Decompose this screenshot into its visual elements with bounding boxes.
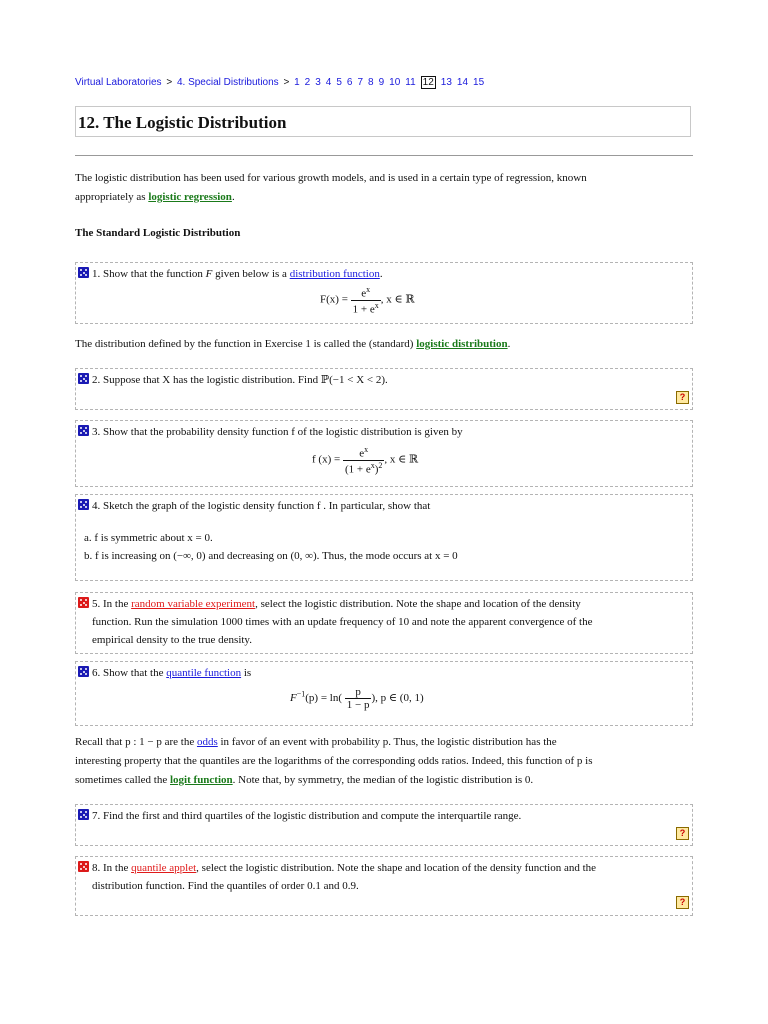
section-heading: The Standard Logistic Distribution bbox=[75, 227, 241, 239]
exercise-2-text bbox=[78, 371, 678, 389]
exercise-text: 1. Show that the function bbox=[92, 268, 206, 280]
exercise-2 bbox=[75, 368, 693, 410]
numerator: e bbox=[359, 447, 365, 460]
math-var: F bbox=[205, 268, 213, 280]
exercise-8 bbox=[75, 856, 693, 916]
breadcrumb bbox=[75, 77, 489, 88]
page-link-7[interactable]: 7 bbox=[357, 77, 364, 88]
fraction: $\frac{e^x}{(1 + e^x)^2}$ bbox=[344, 445, 383, 476]
dice-icon bbox=[78, 597, 89, 608]
logistic-distribution-link[interactable]: logistic distribution bbox=[416, 338, 508, 350]
breadcrumb-special-distributions[interactable]: 4. Special Distributions bbox=[176, 77, 279, 88]
dice-icon bbox=[78, 809, 89, 820]
exercise-text: , select the logistic distribution. Note the shape and location of the density function and the bbox=[196, 862, 597, 874]
show-answer-button[interactable]: ? bbox=[676, 391, 689, 404]
exercise-text: is bbox=[241, 667, 252, 679]
formula-rhs: ), p ∈ (0, 1) bbox=[371, 692, 424, 705]
exercise-7-text bbox=[78, 807, 678, 825]
show-answer-button[interactable]: ? bbox=[676, 827, 689, 840]
exercise-6 bbox=[75, 661, 693, 726]
page-link-4[interactable]: 4 bbox=[325, 77, 332, 88]
formula-rhs: , x ∈ ℝ bbox=[380, 293, 415, 306]
page-link-10[interactable]: 10 bbox=[389, 77, 401, 88]
page-title: 12. The Logistic Distribution bbox=[78, 113, 287, 132]
formula-F bbox=[320, 285, 415, 315]
exercise-text: . bbox=[379, 268, 383, 280]
logistic-regression-link[interactable]: logistic regression bbox=[148, 191, 232, 203]
dice-icon bbox=[78, 666, 89, 677]
exercise-text: 8. In the bbox=[92, 862, 132, 874]
title-box bbox=[75, 106, 691, 137]
paragraph-text: . Note that, by symmetry, the median of the logistic distribution is 0. bbox=[232, 774, 534, 786]
exercise-text: 4. Sketch the graph of the logistic density function f . In particular, show that bbox=[92, 500, 431, 512]
exercise-text: 6. Show that the bbox=[92, 667, 167, 679]
paragraph bbox=[75, 733, 685, 790]
intro-text: . bbox=[231, 191, 235, 203]
paragraph-text: . bbox=[507, 338, 511, 350]
fraction: $\frac{e^x}{1 + e^x}$ bbox=[352, 285, 379, 316]
page-link-2[interactable]: 2 bbox=[304, 77, 311, 88]
distribution-function-link[interactable]: distribution function bbox=[289, 268, 380, 280]
page-links bbox=[294, 77, 489, 88]
show-answer-button[interactable]: ? bbox=[676, 896, 689, 909]
exercise-5 bbox=[75, 592, 693, 654]
exercise-1 bbox=[75, 262, 693, 324]
intro-text: The logistic distribution has been used for various growth models, and is used in a certain type of regression, known bbox=[75, 172, 587, 184]
intro-text: appropriately as bbox=[75, 191, 149, 203]
paragraph-text: The distribution defined by the function in Exercise 1 is called the (standard) bbox=[75, 338, 417, 350]
page-link-15[interactable]: 15 bbox=[473, 77, 485, 88]
list-item: a. f is symmetric about x = 0. bbox=[84, 532, 213, 544]
exercise-text: empirical density to the true density. bbox=[92, 634, 252, 646]
exercise-text: function. Run the simulation 1000 times with an update frequency of 10 and note the apparent convergence of the bbox=[92, 616, 593, 628]
exercise-text: 3. Show that the probability density function f of the logistic distribution is given by bbox=[92, 426, 463, 438]
random-variable-experiment-link[interactable]: random variable experiment bbox=[131, 598, 256, 610]
paragraph bbox=[75, 335, 685, 354]
exercise-3-text bbox=[78, 423, 678, 441]
exercise-3 bbox=[75, 420, 693, 487]
exercise-1-text bbox=[78, 265, 678, 283]
dice-icon bbox=[78, 373, 89, 384]
breadcrumb-virtual-laboratories[interactable]: Virtual Laboratories bbox=[75, 77, 162, 88]
numerator: e bbox=[361, 287, 367, 300]
divider bbox=[75, 155, 693, 156]
dice-icon bbox=[78, 861, 89, 872]
quantile-function-link[interactable]: quantile function bbox=[166, 667, 242, 679]
page-link-6[interactable]: 6 bbox=[346, 77, 353, 88]
dice-icon bbox=[78, 425, 89, 436]
odds-link[interactable]: odds bbox=[196, 736, 218, 748]
formula-quantile: $F^{-1}(p) = \ln$( $\frac{p}{1 - p}$ ), p ∈ (0, 1) bbox=[290, 686, 424, 711]
exercise-8-text bbox=[78, 859, 678, 895]
fraction bbox=[345, 686, 372, 711]
denominator: (1 + e bbox=[344, 463, 371, 476]
formula-mid: (p) = ln( bbox=[305, 692, 342, 705]
page-link-13[interactable]: 13 bbox=[440, 77, 452, 88]
formula-lhs: F bbox=[290, 692, 297, 705]
quantile-applet-link[interactable]: quantile applet bbox=[131, 862, 197, 874]
exercise-text: 2. Suppose that X has the logistic distribution. Find ℙ(−1 < X < 2). bbox=[92, 374, 388, 386]
breadcrumb-separator: > bbox=[283, 77, 290, 88]
page-link-8[interactable]: 8 bbox=[368, 77, 374, 88]
paragraph-text: interesting property that the quantiles are the logarithms of the corresponding odds ratios. Indeed, this function of p is bbox=[75, 755, 593, 767]
paragraph-text: Recall that p : 1 − p are the bbox=[75, 736, 197, 748]
page-link-1[interactable]: 1 bbox=[294, 77, 300, 88]
exercise-6-text bbox=[78, 664, 678, 682]
exercise-7 bbox=[75, 804, 693, 846]
page-link-9[interactable]: 9 bbox=[378, 77, 385, 88]
denominator: 1 + e bbox=[352, 303, 375, 316]
exercise-text: 7. Find the first and third quartiles of the logistic distribution and compute the interquartile range. bbox=[92, 810, 522, 822]
exercise-text: distribution function. Find the quantiles of order 0.1 and 0.9. bbox=[92, 880, 359, 892]
page-link-5[interactable]: 5 bbox=[336, 77, 342, 88]
logit-function-link[interactable]: logit function bbox=[170, 774, 233, 786]
exercise-5-text bbox=[78, 595, 678, 649]
exercise-4 bbox=[75, 494, 693, 581]
page-link-11[interactable]: 11 bbox=[405, 77, 416, 88]
dice-icon bbox=[78, 499, 89, 510]
breadcrumb-separator: > bbox=[166, 77, 173, 88]
paragraph-text: sometimes called the bbox=[75, 774, 170, 786]
exercise-text: , select the logistic distribution. Note the shape and location of the density bbox=[255, 598, 581, 610]
paragraph-text: in favor of an event with probability p. Thus, the logistic distribution has the bbox=[217, 736, 557, 748]
numerator: p bbox=[345, 686, 372, 699]
page-link-14[interactable]: 14 bbox=[456, 77, 469, 88]
formula-rhs: , x ∈ ℝ bbox=[384, 453, 419, 466]
page-link-12: 12 bbox=[422, 77, 434, 88]
formula-lhs: f (x) = bbox=[312, 453, 341, 466]
dice-icon bbox=[78, 267, 89, 278]
exercise-4-text bbox=[78, 497, 678, 515]
denominator: 1 − p bbox=[346, 699, 370, 711]
formula-lhs: F(x) = bbox=[320, 293, 348, 306]
formula-f bbox=[312, 445, 418, 475]
exercise-text: 5. In the bbox=[92, 598, 132, 610]
exercise-text: given below is a bbox=[212, 268, 290, 280]
list-item: b. f is increasing on (−∞, 0) and decreasing on (0, ∞). Thus, the mode occurs at x = 0 bbox=[84, 550, 458, 562]
page-link-3[interactable]: 3 bbox=[315, 77, 321, 88]
intro-paragraph bbox=[75, 169, 685, 207]
